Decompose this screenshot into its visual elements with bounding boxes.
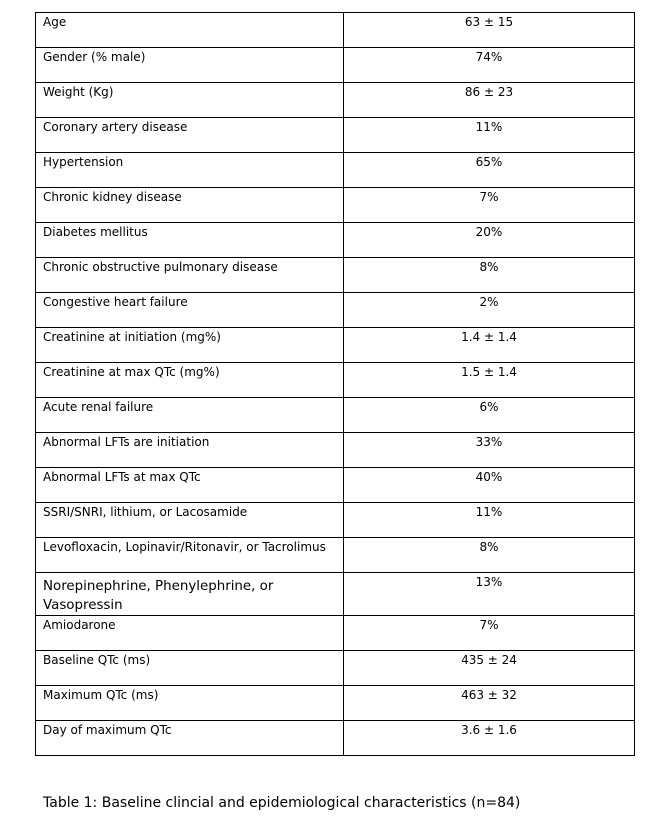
row-value: 8%	[344, 538, 635, 573]
row-label: Maximum QTc (ms)	[36, 686, 344, 721]
table-row	[36, 258, 635, 293]
row-value: 8%	[344, 258, 635, 293]
row-label: Hypertension	[36, 153, 344, 188]
row-value: 11%	[344, 503, 635, 538]
table-row	[36, 13, 635, 48]
row-label: Baseline QTc (ms)	[36, 651, 344, 686]
row-label: Day of maximum QTc	[36, 721, 344, 756]
row-value: 1.5 ± 1.4	[344, 363, 635, 398]
table-row	[36, 573, 635, 616]
row-value: 2%	[344, 293, 635, 328]
row-label: Levofloxacin, Lopinavir/Ritonavir, or Tacrolimus	[36, 538, 344, 573]
row-value: 435 ± 24	[344, 651, 635, 686]
table-row	[36, 328, 635, 363]
table-row	[36, 616, 635, 651]
row-label: Acute renal failure	[36, 398, 344, 433]
row-label: Abnormal LFTs are initiation	[36, 433, 344, 468]
row-label: SSRI/SNRI, lithium, or Lacosamide	[36, 503, 344, 538]
row-value: 74%	[344, 48, 635, 83]
table-row	[36, 651, 635, 686]
row-label: Norepinephrine, Phenylephrine, or Vasopressin	[36, 573, 344, 616]
row-value: 3.6 ± 1.6	[344, 721, 635, 756]
row-label: Coronary artery disease	[36, 118, 344, 153]
table-row	[36, 223, 635, 258]
row-value: 86 ± 23	[344, 83, 635, 118]
table-row	[36, 153, 635, 188]
row-value: 40%	[344, 468, 635, 503]
row-value: 1.4 ± 1.4	[344, 328, 635, 363]
table-row	[36, 468, 635, 503]
row-label: Amiodarone	[36, 616, 344, 651]
row-value: 7%	[344, 188, 635, 223]
row-label: Age	[36, 13, 344, 48]
table-row	[36, 433, 635, 468]
row-label: Chronic kidney disease	[36, 188, 344, 223]
row-value: 11%	[344, 118, 635, 153]
row-label: Gender (% male)	[36, 48, 344, 83]
table-row	[36, 118, 635, 153]
table-row	[36, 398, 635, 433]
table-row	[36, 48, 635, 83]
row-label: Creatinine at max QTc (mg%)	[36, 363, 344, 398]
table-row	[36, 83, 635, 118]
row-value: 13%	[344, 573, 635, 616]
table-row	[36, 293, 635, 328]
row-value: 65%	[344, 153, 635, 188]
table-row	[36, 721, 635, 756]
row-value: 7%	[344, 616, 635, 651]
table-row	[36, 503, 635, 538]
row-value: 20%	[344, 223, 635, 258]
row-value: 63 ± 15	[344, 13, 635, 48]
row-value: 6%	[344, 398, 635, 433]
table-caption: Table 1: Baseline clincial and epidemiological characteristics (n=84)	[43, 795, 521, 811]
row-label: Congestive heart failure	[36, 293, 344, 328]
table-row	[36, 538, 635, 573]
baseline-characteristics-table	[35, 12, 635, 756]
row-label: Chronic obstructive pulmonary disease	[36, 258, 344, 293]
table-row	[36, 363, 635, 398]
table-row	[36, 188, 635, 223]
row-label: Weight (Kg)	[36, 83, 344, 118]
row-label: Diabetes mellitus	[36, 223, 344, 258]
row-label: Creatinine at initiation (mg%)	[36, 328, 344, 363]
table-row	[36, 686, 635, 721]
row-value: 463 ± 32	[344, 686, 635, 721]
row-value: 33%	[344, 433, 635, 468]
row-label: Abnormal LFTs at max QTc	[36, 468, 344, 503]
